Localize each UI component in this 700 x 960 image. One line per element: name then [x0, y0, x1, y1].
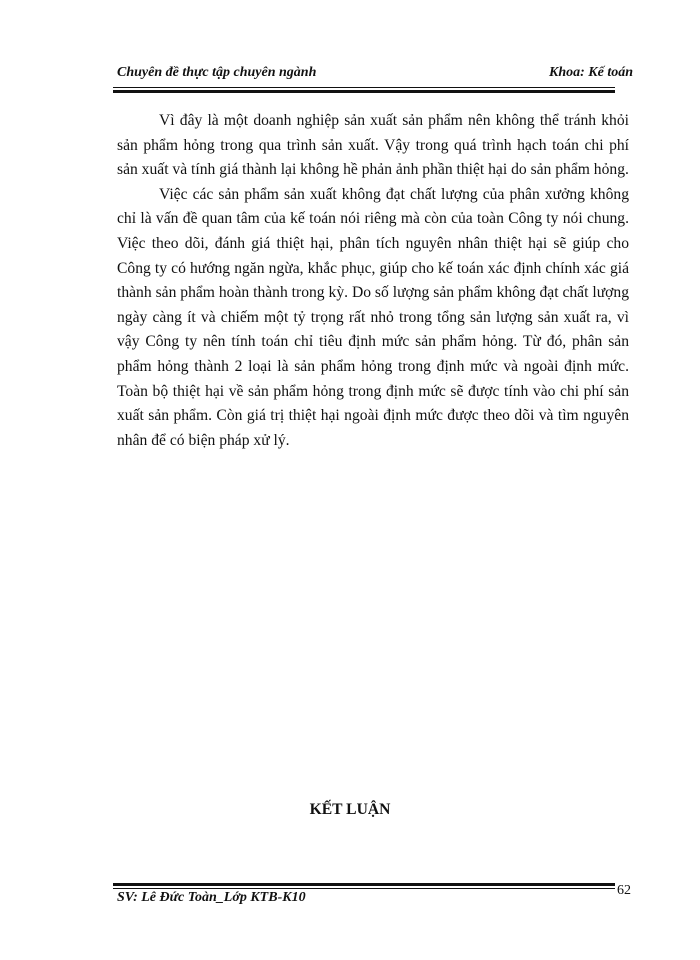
paragraph-2: Việc các sản phẩm sản xuất không đạt chất lượng của phân xưởng không chỉ là vấn đề quan tâm của kế toán nói riêng mà còn của toàn Công ty nói chung. Việc theo dõi, đánh giá thiệt hại, phân tích nguyên nhân thiệt hại sẽ giúp cho Công ty có hướng ngăn ngừa, khắc phục, giúp cho kế toán xác định chính xác giá thành sản phẩm hoàn thành trong kỳ. Do số lượng sản phẩm không đạt chất lượng ngày càng ít và chiếm một tỷ trọng rất nhỏ trong tổng sản lượng sản xuất ra, vì vậy Công ty nên tính toán chỉ tiêu định mức sản phẩm hỏng. Từ đó, phân sản phẩm hỏng thành 2 loại là sản phẩm hỏng trong định mức và ngoài định mức. Toàn bộ thiệt hại về sản phẩm hỏng trong định mức sẽ được tính vào chi phí sản xuất sản phẩm. Còn giá trị thiệt hại ngoài định mức được theo dõi và tìm nguyên nhân để có biện pháp xử lý.: [117, 185, 629, 449]
header-faculty: Khoa: Kế toán: [548, 65, 633, 80]
footer-rule-top: [113, 883, 615, 886]
footer-student-info: SV: Lê Đức Toàn_Lớp KTB-K10: [117, 890, 306, 905]
footer-rule-bottom: [113, 888, 615, 889]
conclusion-heading: KẾT LUẬN: [309, 801, 391, 818]
page-number: 62: [617, 883, 631, 898]
paragraph-1: Vì đây là một doanh nghiệp sản xuất sản phẩm nên không thể tránh khỏi sản phẩm hỏng trong qua trình sản xuất. Vậy trong quá trình hạch toán chi phí sản xuất và tính giá thành lại không hề phản ảnh phần thiệt hại do sản phẩm hỏng.: [117, 112, 629, 179]
header-rule-top: [113, 87, 615, 88]
header-rule-bottom: [113, 90, 615, 93]
body-text: [117, 109, 629, 453]
header-course-title: Chuyên đề thực tập chuyên ngành: [117, 65, 317, 80]
page-header: [113, 62, 637, 86]
